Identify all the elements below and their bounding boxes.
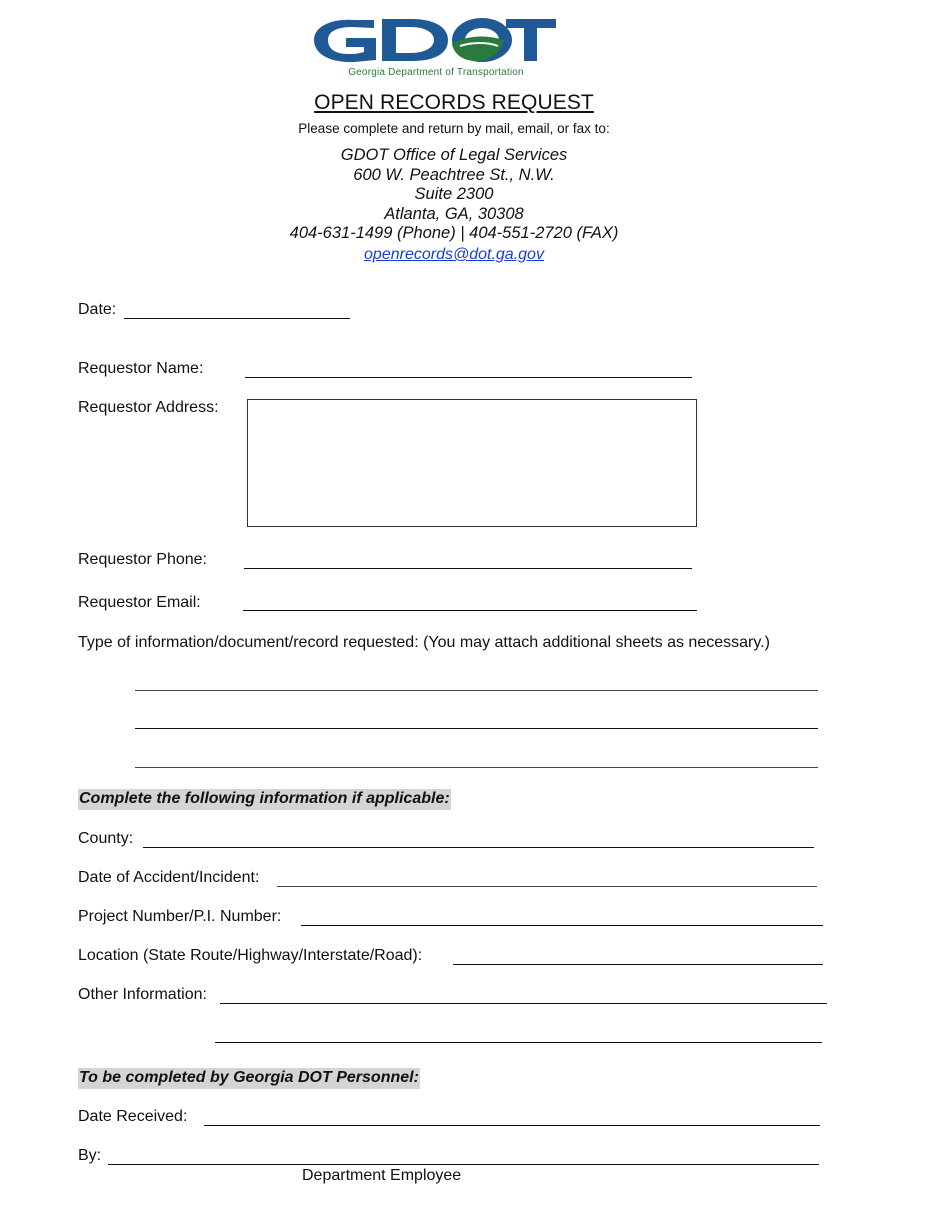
project-number-field[interactable] [301, 907, 823, 925]
requestor-email-field[interactable] [243, 593, 697, 611]
location-field[interactable] [453, 946, 823, 964]
records-requested-label: Type of information/document/record requested: (You may attach additional sheets as necessary.) [78, 634, 770, 651]
other-info-underline [220, 1003, 827, 1004]
project-number-underline [301, 925, 823, 926]
records-line-2[interactable] [135, 728, 818, 729]
county-field[interactable] [143, 829, 814, 847]
logo-subtitle: Georgia Department of Transportation [348, 67, 524, 78]
phone-fax: 404-631-1499 (Phone) | 404-551-2720 (FAX) [289, 224, 619, 242]
requestor-phone-field[interactable] [244, 550, 692, 568]
other-info-field[interactable] [220, 985, 827, 1003]
requestor-name-field[interactable] [245, 359, 692, 377]
email-link[interactable]: openrecords@dot.ga.gov [364, 246, 544, 263]
by-underline [108, 1164, 819, 1165]
personnel-section-heading: To be completed by Georgia DOT Personnel: [78, 1068, 420, 1089]
street-address: 600 W. Peachtree St., N.W. [353, 166, 555, 184]
by-label: By: [78, 1147, 102, 1164]
requestor-name-underline [245, 377, 692, 378]
date-underline [124, 318, 350, 319]
department-employee-caption: Department Employee [302, 1167, 462, 1184]
requestor-email-underline [243, 610, 697, 611]
requestor-email-label: Requestor Email: [78, 594, 201, 611]
requestor-phone-label: Requestor Phone: [78, 551, 207, 568]
accident-date-underline [277, 886, 817, 887]
return-instructions: Please complete and return by mail, email, or fax to: [298, 121, 610, 136]
county-underline [143, 847, 814, 848]
requestor-address-label: Requestor Address: [78, 399, 219, 416]
optional-section-heading: Complete the following information if applicable: [78, 789, 451, 810]
date-received-underline [204, 1125, 820, 1126]
date-field[interactable] [124, 300, 350, 318]
suite: Suite 2300 [414, 185, 494, 203]
date-received-field[interactable] [204, 1107, 820, 1125]
other-info-label: Other Information: [78, 986, 207, 1003]
project-number-label: Project Number/P.I. Number: [78, 908, 282, 925]
gdot-logo-mark [310, 14, 560, 66]
county-label: County: [78, 830, 134, 847]
other-info-line-2[interactable] [215, 1042, 822, 1043]
requestor-name-label: Requestor Name: [78, 360, 204, 377]
requestor-address-box[interactable] [247, 399, 697, 527]
accident-date-label: Date of Accident/Incident: [78, 869, 260, 886]
city-state-zip: Atlanta, GA, 30308 [384, 205, 524, 223]
location-underline [453, 964, 823, 965]
page-title: OPEN RECORDS REQUEST [314, 91, 594, 114]
date-received-label: Date Received: [78, 1108, 188, 1125]
office-name: GDOT Office of Legal Services [340, 146, 568, 164]
date-label: Date: [78, 301, 117, 318]
accident-date-field[interactable] [277, 868, 817, 886]
gdot-logo [310, 14, 560, 82]
by-field[interactable] [108, 1146, 819, 1164]
records-line-1[interactable] [135, 690, 818, 691]
requestor-phone-underline [244, 568, 692, 569]
location-label: Location (State Route/Highway/Interstate/Road): [78, 947, 423, 964]
records-line-3[interactable] [135, 767, 818, 768]
